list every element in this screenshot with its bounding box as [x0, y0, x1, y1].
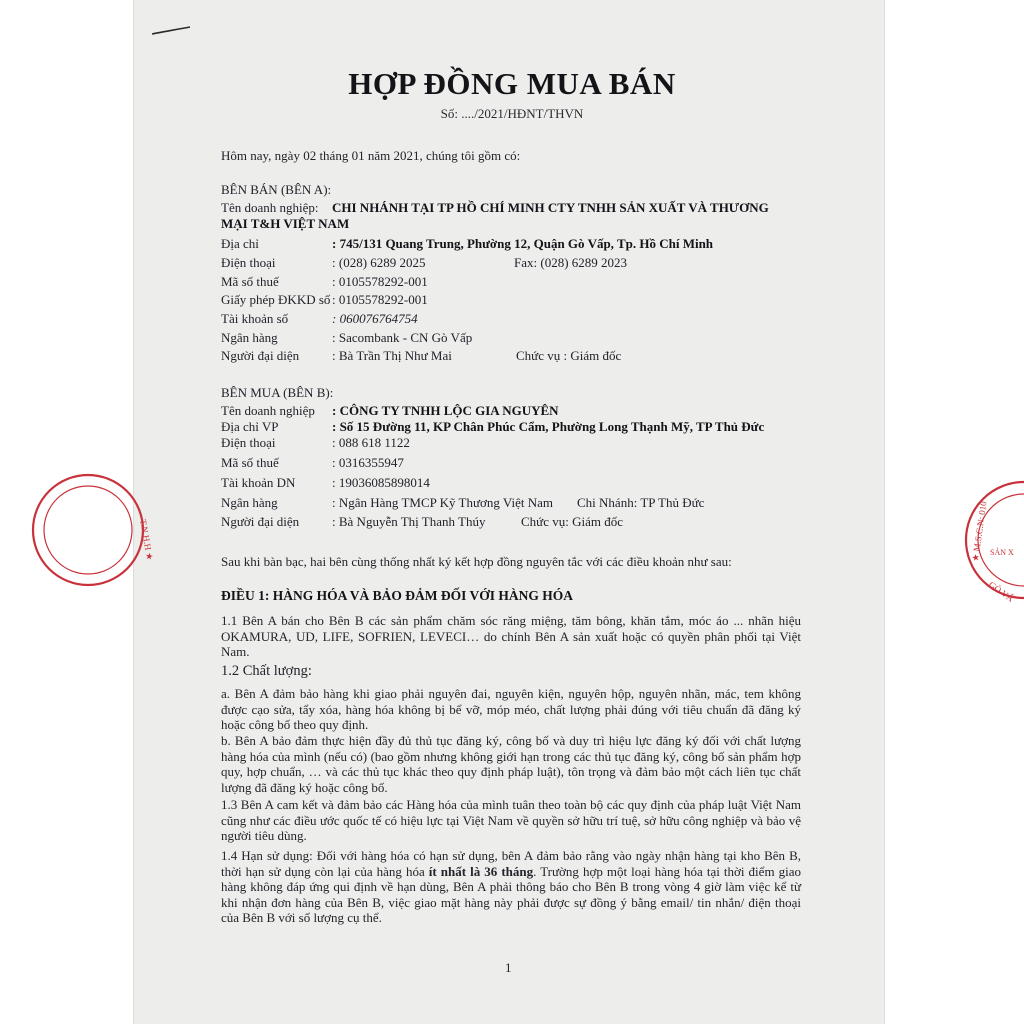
buyer-rep: : Bà Nguyễn Thị Thanh Thúy [332, 514, 486, 529]
pen-mark [150, 22, 192, 40]
seller-license-label: Giấy phép ĐKKD số [221, 292, 331, 307]
buyer-company-name: : CÔNG TY TNHH LỘC GIA NGUYÊN [332, 403, 559, 418]
seller-tax-label: Mã số thuế [221, 274, 279, 289]
company-seal-left [0, 470, 160, 590]
seller-bank: : Sacombank - CN Gò Vấp [332, 330, 473, 345]
seller-rep: : Bà Trần Thị Như Mai [332, 348, 452, 363]
seller-company-label: Tên doanh nghiệp: [221, 200, 319, 215]
seller-account-label: Tài khoản số [221, 311, 289, 326]
seller-phone: : (028) 6289 2025 [332, 255, 426, 270]
contract-number: Số: ..../2021/HĐNT/THVN [440, 106, 584, 121]
buyer-tax: : 0316355947 [332, 455, 404, 470]
seal-right-text: ★ M.S.C.N: 010 [970, 500, 989, 563]
company-seal-right [874, 470, 1024, 620]
seller-phone-label: Điện thoại [221, 255, 276, 270]
buyer-phone: : 088 618 1122 [332, 435, 410, 450]
buyer-account-label: Tài khoản DN [221, 475, 296, 490]
clause-1-1: 1.1 Bên A bán cho Bên B các sản phẩm chăm sóc răng miệng, tăm bông, khăn tắm, móc áo ... nhãn hiệu OKAMURA, UD, LIFE, SOFRIEN, LEVECI… do chính Bên A sản xuất hoặc có quyền phân phối tại Việt Nam. [221, 613, 801, 659]
seller-account: : 060076764754 [332, 311, 418, 326]
seller-heading: BÊN BÁN (BÊN A): [221, 182, 332, 197]
clause-1-4-text-a: 1.4 Hạn sử dụng: Đối với hàng hóa có hạn sử dụng, bên A đảm bảo rằng vào ngày nhận hàng tại kho Bên B, thời hạn sử dụng còn lại của hàng hóa [221, 848, 801, 879]
buyer-address-label: Địa chỉ VP [221, 419, 279, 434]
buyer-address: : Số 15 Đường 11, KP Chân Phúc Cẩm, Phường Long Thạnh Mỹ, TP Thủ Đức [332, 419, 765, 434]
buyer-bank-label: Ngân hàng [221, 495, 278, 510]
seal-right-inner: SẢN X [990, 548, 1014, 557]
buyer-company-label: Tên doanh nghiệp [221, 403, 315, 418]
buyer-rep-label: Người đại diện [221, 514, 300, 529]
article-1-heading: ĐIỀU 1: HÀNG HÓA VÀ BẢO ĐẢM ĐỐI VỚI HÀNG HÓA [221, 588, 574, 603]
seller-address-label: Địa chỉ [221, 236, 259, 251]
clause-1-2-b: b. Bên A bảo đảm thực hiện đầy đủ thủ tục đăng ký, công bố và duy trì hiệu lực đăng ký đối với chất lượng hàng hóa của mình (nếu có) (bao gồm nhưng không giới hạn trong các thủ tục đăng ký, công bố sản phẩm hợp quy, hợp chuẩn, … và các thủ tục khác theo quy định pháp luật), tôn trọng và đảm bảo một cách liên tục chất lượng đã đăng ký hoặc công bố. [221, 733, 801, 795]
clause-1-4 [221, 848, 801, 926]
seller-address: : 745/131 Quang Trung, Phường 12, Quận Gò Vấp, Tp. Hồ Chí Minh [332, 236, 714, 251]
agreement-statement: Sau khi bàn bạc, hai bên cùng thống nhất ký kết hợp đồng nguyên tắc với các điều khoản như sau: [221, 554, 732, 569]
clause-1-3: 1.3 Bên A cam kết và đảm bảo các Hàng hóa của mình tuân theo toàn bộ các quy định của pháp luật Việt Nam cũng như các điều ước quốc tế có hiệu lực tại Việt Nam về quyền sở hữu trí tuệ, sở hữu công nghiệp và bảo vệ người tiêu dùng. [221, 797, 801, 843]
clause-1-2-heading: 1.2 Chất lượng: [221, 663, 312, 679]
clause-1-2-a: a. Bên A đảm bảo hàng khi giao phải nguyên đai, nguyên kiện, nguyên hộp, nguyên nhãn, mác, tem không được cạo sửa, tẩy xóa, hàng hóa không bị bể vỡ, móp méo, chất lượng phải đúng với tiêu chuẩn đã đăng ký hoặc công bố theo quy định. [221, 686, 801, 732]
buyer-phone-label: Điện thoại [221, 435, 276, 450]
seller-license: : 0105578292-001 [332, 292, 428, 307]
buyer-heading: BÊN MUA (BÊN B): [221, 385, 334, 400]
buyer-position: Chức vụ: Giám đốc [521, 514, 624, 529]
seller-bank-label: Ngân hàng [221, 330, 278, 345]
seal-right-lower: GÒ VẤ [986, 579, 1016, 604]
seller-company-name-line2: MẠI T&H VIỆT NAM [221, 216, 350, 231]
page-number: 1 [505, 960, 512, 975]
clause-1-4-text-b: . Trường hợp một loại hàng hóa tại thời điểm giao hàng không đáp ứng qui định về hạn dùng, Bên A phải thông báo cho Bên B trong vòng 4 giờ làm việc kể từ khi nhận đơn hàng của Bên B, việc giao mặt hàng này phải được sự đồng ý bằng email/ tin nhắn/ điện thoại của Bên B với số lượng cụ thể. [221, 863, 801, 925]
seller-company-name-line1: CHI NHÁNH TẠI TP HỒ CHÍ MINH CTY TNHH SẢN XUẤT VÀ THƯƠNG [332, 200, 769, 215]
seller-tax: : 0105578292-001 [332, 274, 428, 289]
buyer-bank-branch: Chi Nhánh: TP Thủ Đức [577, 495, 705, 510]
seller-position: Chức vụ : Giám đốc [516, 348, 622, 363]
buyer-bank: : Ngân Hàng TMCP Kỹ Thương Việt Nam [332, 495, 554, 510]
contract-title: HỢP ĐỒNG MUA BÁN [348, 66, 676, 101]
buyer-tax-label: Mã số thuế [221, 455, 279, 470]
intro-date: Hôm nay, ngày 02 tháng 01 năm 2021, chúng tôi gồm có: [221, 148, 521, 163]
seller-fax: Fax: (028) 6289 2023 [514, 255, 628, 270]
buyer-account: : 19036085898014 [332, 475, 430, 490]
seller-rep-label: Người đại diện [221, 348, 300, 363]
seal-left-text: T.N.H.H ★ [138, 518, 156, 562]
clause-1-4-min-shelf-life: ít nhất là 36 tháng [428, 863, 534, 879]
